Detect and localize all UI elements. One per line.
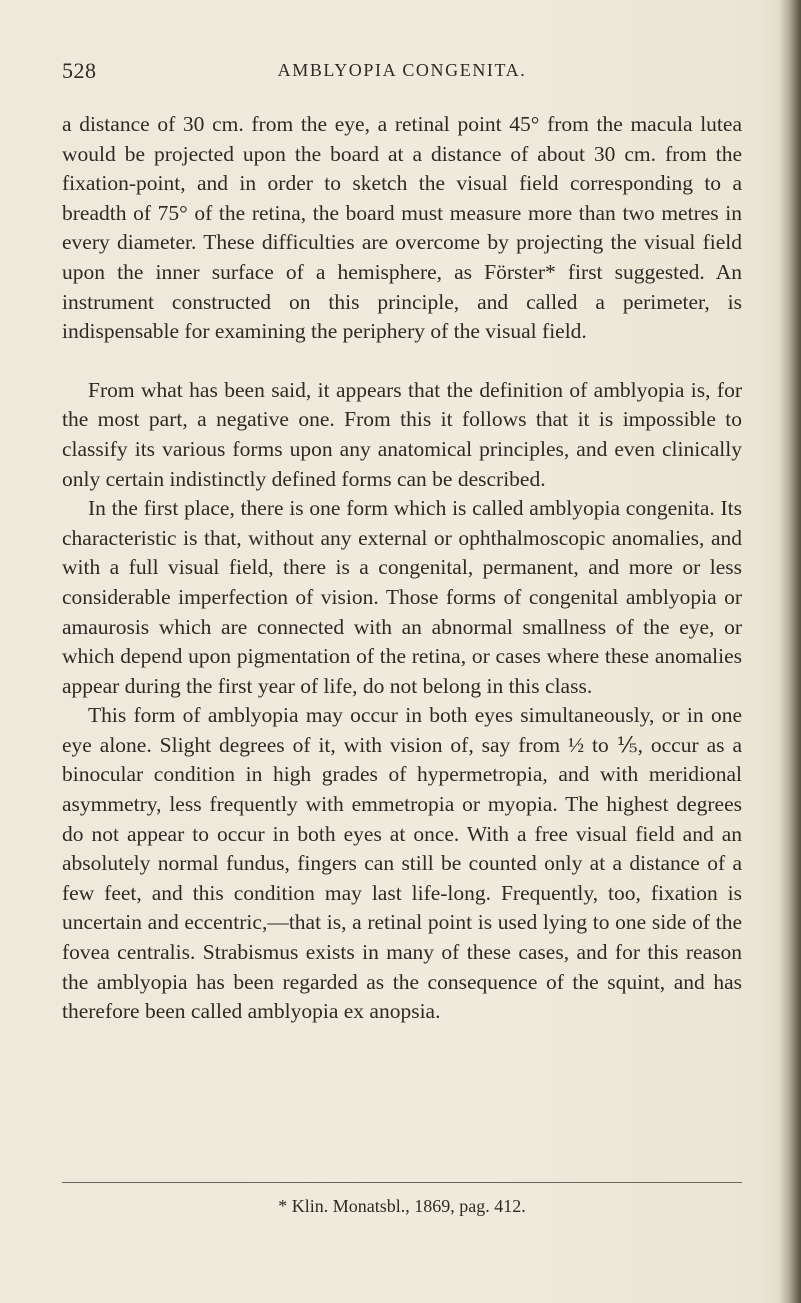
- paragraph-definition: From what has been said, it appears that the definition of amblyopia is, for the most part, a negative one. From this it follows that it is impossible to classify its various forms upon any anatomical principles, and even clinically only certain indistinctly defined forms can be described.: [62, 377, 742, 491]
- page-edge-shadow: [779, 0, 801, 1303]
- footnote-rule: [62, 1182, 742, 1183]
- page-header: [62, 58, 742, 88]
- paragraph-forms: This form of amblyopia may occur in both eyes simultaneously, or in one eye alone. Slight degrees of it, with vision of, say from ½ to ⅕, occur as a binocular condition in high grades of hypermetropia, and with meridional asymmetry, less frequently with emmetropia or myopia. The highest degrees do not appear to occur in both eyes at once. With a free visual field and an absolutely normal fundus, fingers can still be counted only at a distance of a few feet, and this condition may last life-long. Frequently, too, fixation is uncertain and eccentric,—that is, a retinal point is used lying to one side of the fovea centralis. Strabismus exists in many of these cases, and for this reason the amblyopia has been regarded as the consequence of the squint, and has therefore been called amblyopia ex anopsia.: [62, 703, 742, 1024]
- body-text: [62, 110, 742, 1027]
- paragraph-continuation: a distance of 30 cm. from the eye, a retinal point 45° from the macula lutea would be projected upon the board at a distance of about 30 cm. from the fixation-point, and in order to sketch the visual field corresponding to a breadth of 75° of the retina, the board must measure more than two metres in every diameter. These difficulties are overcome by projecting the visual field upon the inner surface of a hemisphere, as Förster* first suggested. An instrument constructed on this principle, and called a perimeter, is indispensable for examining the periphery of the visual field.: [62, 112, 742, 344]
- footnote: * Klin. Monatsbl., 1869, pag. 412.: [278, 1196, 526, 1216]
- paragraph-congenita: In the first place, there is one form which is called amblyopia congenita. Its characteristic is that, without any external or ophthalmoscopic anomalies, and with a full visual field, there is a congenital, permanent, and more or less considerable imperfection of vision. Those forms of congenital amblyopia or amaurosis which are connected with an abnormal smallness of the eye, or which depend upon pigmentation of the retina, or cases where these anomalies appear during the first year of life, do not belong in this class.: [62, 496, 742, 698]
- page-number: 528: [62, 58, 97, 83]
- running-title: AMBLYOPIA CONGENITA.: [277, 60, 527, 80]
